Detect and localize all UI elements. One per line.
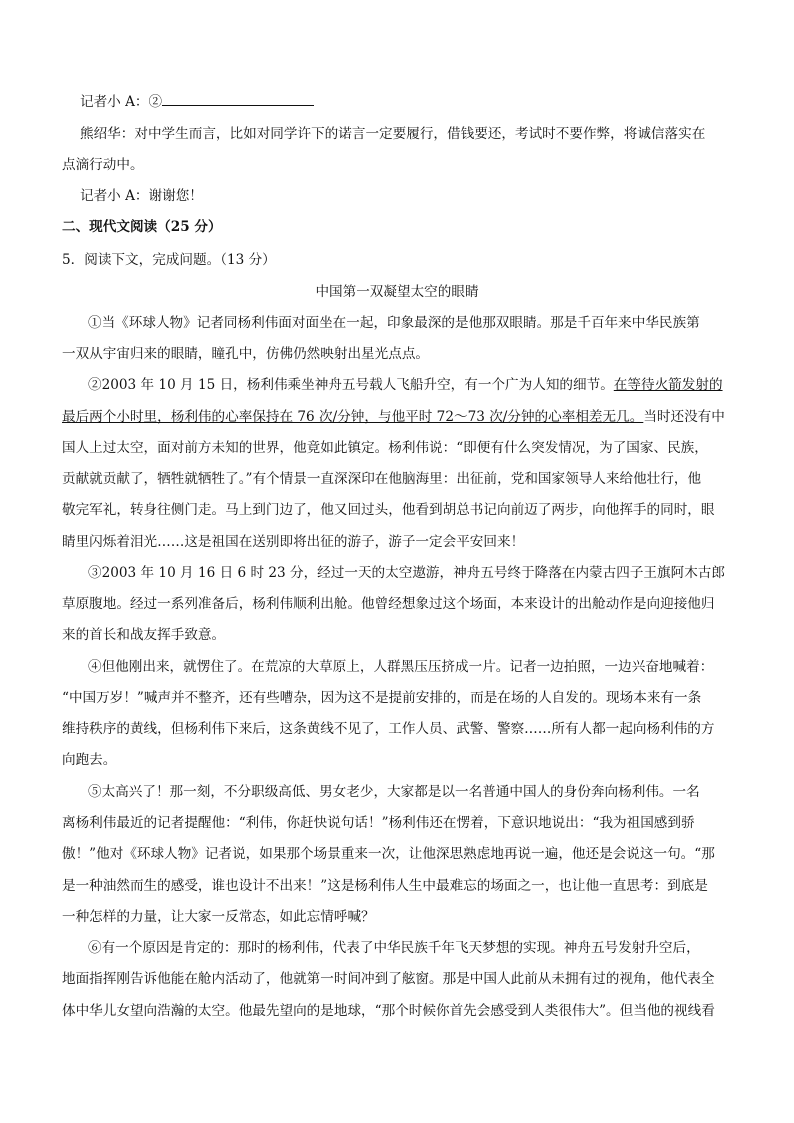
paragraph-line: 睛里闪烁着泪光……这是祖国在送别即将出征的游子，游子一定会平安回来！ bbox=[62, 534, 525, 550]
paragraph-line: 一双从宇宙归来的眼睛，瞳孔中，仿佛仍然映射出星光点点。 bbox=[62, 346, 430, 362]
question-prompt: 5．阅读下文，完成问题。（13 分） bbox=[62, 252, 276, 268]
article-title: 中国第一双凝望太空的眼睛 bbox=[315, 284, 479, 300]
paragraph-line: 离杨利伟最近的记者提醒他：“利伟，你赶快说句话！”杨利伟还在愣着，下意识地说出：“我为祖国感到骄 bbox=[62, 815, 695, 831]
paragraph-line: 维持秩序的黄线，但杨利伟下来后，这条黄线不见了，工作人员、武警、警察……所有人都一起向杨利伟的方 bbox=[62, 721, 715, 737]
speaker-label: 记者小 A： bbox=[80, 94, 149, 110]
paragraph-line: 敬完军礼，转身往侧门走。马上到门边了，他又回过头，他看到胡总书记向前迈了两步，向他挥手的同时，眼 bbox=[62, 502, 715, 518]
paragraph-text: ②2003 年 10 月 15 日，杨利伟乘坐神舟五号载人飞船升空，有一个广为人知的细节。 bbox=[88, 377, 614, 393]
paragraph-line: 体中华儿女望向浩瀚的太空。他最先望向的是地球，“那个时候你首先会感受到人类很伟大”。但当他的视线看 bbox=[62, 1003, 715, 1019]
interview-answer-line: 点滴行动中。 bbox=[62, 157, 144, 173]
paragraph-line: ①当《环球人物》记者同杨利伟面对面坐在一起，印象最深的是他那双眼睛。那是千百年来中华民族第 bbox=[88, 315, 700, 331]
underlined-text: 最后两个小时里，杨利伟的心率保持在 76 次/分钟，与他平时 72～73 次/分钟的心率相差无几。 bbox=[62, 409, 644, 425]
paragraph-line: 贡献就贡献了，牺牲就牺牲了。”有个情景一直深深印在他脑海里：出征前，党和国家领导人来给他壮行，他 bbox=[62, 471, 702, 487]
interview-answer-line: 熊绍华：对中学生而言，比如对同学许下的诺言一定要履行，借钱要还，考试时不要作弊，将诚信落实在 bbox=[80, 126, 706, 142]
paragraph-line: 傲！”他对《环球人物》记者说，如果那个场景重来一次，让他深思熟虑地再说一遍，他还是会说这一句。“那 bbox=[62, 846, 715, 862]
paragraph-line bbox=[62, 407, 725, 427]
paragraph-line: “中国万岁！”喊声并不整齐，还有些嘈杂，因为这不是提前安排的，而是在场的人自发的。现场本来有一条 bbox=[62, 690, 702, 706]
paragraph-line: 一种怎样的力量，让大家一反常态，如此忘情呼喊？ bbox=[62, 909, 375, 925]
paragraph-line: ⑤太高兴了！那一刻，不分职级高低、男女老少，大家都是以一名普通中国人的身份奔向杨利伟。一名 bbox=[88, 784, 700, 800]
paragraph-line: 来的首长和战友挥手致意。 bbox=[62, 627, 226, 643]
answer-blank bbox=[162, 92, 314, 106]
section-heading: 二、现代文阅读（25 分） bbox=[62, 219, 222, 235]
paragraph-line: 草原腹地。经过一系列准备后，杨利伟顺利出舱。他曾经想象过这个场面，本来设计的出舱动作是向迎接他归 bbox=[62, 596, 715, 612]
paragraph-line: ③2003 年 10 月 16 日 6 时 23 分，经过一天的太空遨游，神舟五号终于降落在内蒙古四子王旗阿木古郎 bbox=[88, 565, 725, 581]
question-marker: ② bbox=[148, 94, 163, 110]
interview-question-2 bbox=[80, 92, 314, 112]
paragraph-line: 是一种油然而生的感受，谁也设计不出来！”这是杨利伟人生中最难忘的场面之一，也让他一直思考：到底是 bbox=[62, 878, 708, 894]
paragraph-line: 向跑去。 bbox=[62, 752, 117, 768]
paragraph-line: ⑥有一个原因是肯定的：那时的杨利伟，代表了中华民族千年飞天梦想的实现。神舟五号发射升空后， bbox=[88, 940, 700, 956]
paragraph-text: 当时还没有中 bbox=[643, 409, 725, 425]
paragraph-line bbox=[88, 375, 723, 395]
underlined-text: 在等待火箭发射的 bbox=[613, 377, 723, 393]
paragraph-line: 国人上过太空，面对前方未知的世界，他竟如此镇定。杨利伟说：“即便有什么突发情况，为了国家、民族， bbox=[62, 440, 708, 456]
interview-thanks: 记者小 A：谢谢您！ bbox=[80, 188, 203, 204]
paragraph-line: ④但他刚出来，就愣住了。在荒凉的大草原上，人群黑压压挤成一片。记者一边拍照，一边兴奋地喊着： bbox=[88, 659, 714, 675]
paragraph-line: 地面指挥刚告诉他能在舱内活动了，他就第一时间冲到了舷窗。那是中国人此前从未拥有过的视角，他代表全 bbox=[62, 971, 715, 987]
